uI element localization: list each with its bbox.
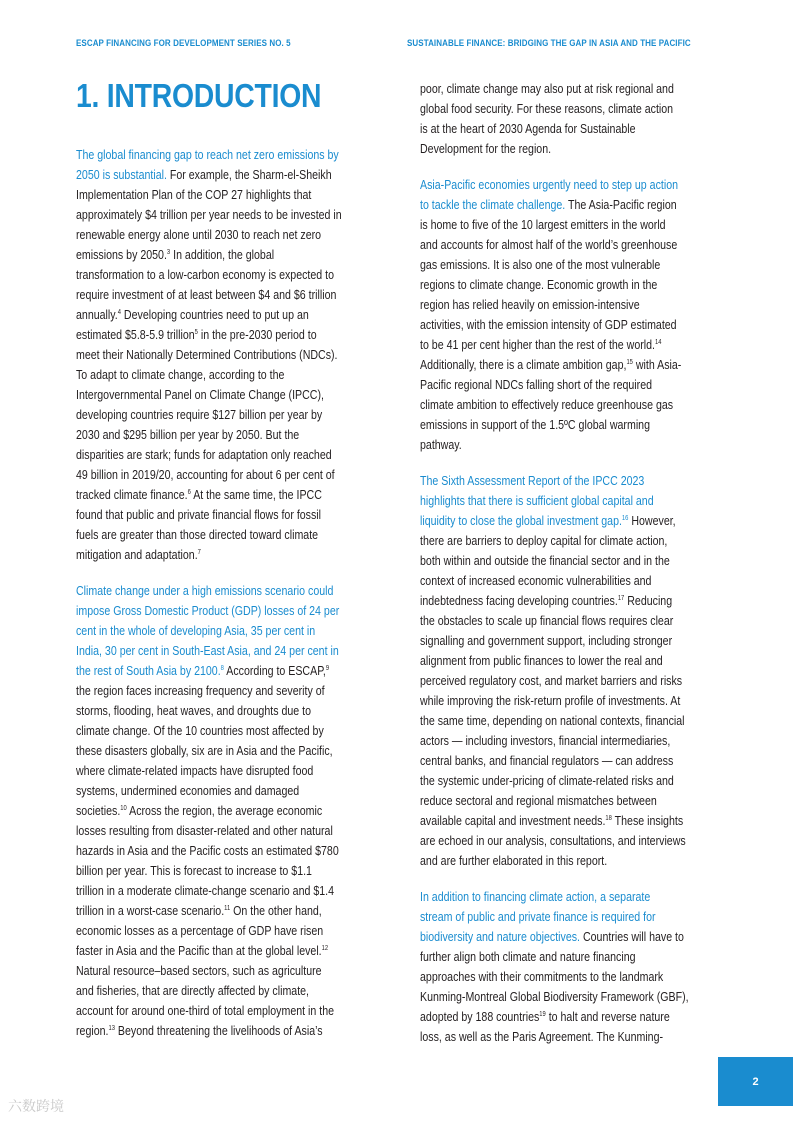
- footnote-ref: 13: [108, 1025, 115, 1032]
- text-line: [76, 961, 342, 981]
- body-text: Development for the region.: [420, 141, 552, 156]
- text-line: [420, 751, 689, 771]
- highlighted-lead-text: stream of public and private finance is required for: [420, 909, 656, 924]
- body-text: with Asia-: [632, 357, 682, 372]
- body-text: economic losses as a percentage of GDP have risen: [76, 923, 324, 938]
- body-text: However,: [628, 513, 676, 528]
- paragraph-gap: [76, 565, 396, 581]
- text-line: [76, 901, 342, 921]
- highlighted-lead-text: In addition to financing climate action, a separate: [420, 889, 651, 904]
- text-line: [420, 551, 689, 571]
- text-line: [420, 491, 689, 511]
- text-line: [420, 119, 689, 139]
- text-line: [76, 761, 342, 781]
- body-text: approaches with their commitments to the landmark: [420, 969, 664, 984]
- text-line: [420, 671, 689, 691]
- body-text: societies.: [76, 803, 121, 818]
- body-text: reduce sectoral and regional mismatches between: [420, 793, 657, 808]
- text-line: [76, 485, 342, 505]
- text-line: [420, 907, 689, 927]
- body-text: pathway.: [420, 437, 462, 452]
- highlighted-lead-text: The Sixth Assessment Report of the IPCC 2023: [420, 473, 645, 488]
- text-line: [76, 505, 342, 525]
- text-line: [420, 691, 689, 711]
- running-header-series: ESCAP FINANCING FOR DEVELOPMENT SERIES NO. 5: [76, 38, 291, 48]
- page-number-box: [718, 1057, 793, 1106]
- body-text: According to ESCAP,: [223, 663, 326, 678]
- body-text: poor, climate change may also put at risk regional and: [420, 81, 674, 96]
- footnote-ref: 4: [117, 309, 121, 316]
- text-line: [420, 967, 689, 987]
- body-text: mitigation and adaptation.: [76, 547, 198, 562]
- text-line: [76, 621, 342, 641]
- body-text: At the same time, the IPCC: [190, 487, 322, 502]
- highlighted-lead-text: cent in the whole of developing Asia, 35 per cent in: [76, 623, 316, 638]
- body-text: Additionally, there is a climate ambition gap,: [420, 357, 627, 372]
- text-line: [420, 235, 689, 255]
- page-number: 2: [752, 1075, 759, 1088]
- text-line: [420, 887, 689, 907]
- body-text: global food security. For these reasons, climate action: [420, 101, 674, 116]
- text-line: [420, 571, 689, 591]
- body-text: the obstacles to scale up financial flows requires clear: [420, 613, 674, 628]
- right-column: [420, 79, 744, 1047]
- footnote-ref: 12: [321, 945, 329, 952]
- body-text: the systemic under-pricing of climate-related risks and: [420, 773, 674, 788]
- body-text: renewable energy alone until 2030 to reach net zero: [76, 227, 322, 242]
- body-text: fuels are greater than those directed toward climate: [76, 527, 319, 542]
- footnote-ref: 6: [187, 489, 191, 496]
- text-line: [76, 861, 342, 881]
- body-text: Intergovernmental Panel on Climate Change (IPCC),: [76, 387, 324, 402]
- text-line: [76, 661, 342, 681]
- body-text: Developing countries need to put up an: [120, 307, 309, 322]
- body-text: Across the region, the average economic: [126, 803, 323, 818]
- body-text: climate ambition to effectively reduce greenhouse gas: [420, 397, 674, 412]
- text-line: [420, 255, 689, 275]
- body-text: to halt and reverse nature: [545, 1009, 670, 1024]
- highlighted-lead-text: Asia-Pacific economies urgently need to step up action: [420, 177, 679, 192]
- body-text: trillion in a worst-case scenario.: [76, 903, 225, 918]
- text-line: [420, 1027, 689, 1047]
- body-text: account for around one-third of total employment in the: [76, 1003, 335, 1018]
- highlighted-lead-text: impose Gross Domestic Product (GDP) losses of 24 per: [76, 603, 340, 618]
- body-text: 49 billion in 2019/20, accounting for about 6 per cent of: [76, 467, 335, 482]
- text-line: [76, 145, 342, 165]
- body-text: is at the heart of 2030 Agenda for Sustainable: [420, 121, 636, 136]
- footnote-ref: 18: [605, 815, 612, 822]
- footnote-ref: 11: [224, 905, 231, 912]
- text-line: [76, 721, 342, 741]
- footnote-ref: 9: [325, 665, 330, 672]
- text-line: [420, 195, 689, 215]
- body-text: these disasters globally, six are in Asia and the Pacific,: [76, 743, 333, 758]
- text-line: [420, 511, 689, 531]
- text-line: [76, 365, 342, 385]
- text-line: [420, 471, 689, 491]
- text-line: [76, 681, 342, 701]
- text-line: [420, 651, 689, 671]
- text-line: [76, 581, 342, 601]
- text-line: [420, 927, 689, 947]
- body-text: meet their Nationally Determined Contributions (NDCs).: [76, 347, 338, 362]
- body-text: the same time, depending on national contexts, financial: [420, 713, 685, 728]
- body-text: found that public and private financial flows for fossil: [76, 507, 322, 522]
- text-line: [420, 79, 689, 99]
- text-line: [420, 435, 689, 455]
- text-line: [76, 641, 342, 661]
- body-text: emissions in support of the 1.5ºC global warming: [420, 417, 651, 432]
- text-line: [420, 335, 689, 355]
- body-text: On the other hand,: [230, 903, 322, 918]
- footnote-ref: 17: [617, 595, 625, 602]
- body-text: perceived regulatory cost, and market barriers and risks: [420, 673, 683, 688]
- body-text: Natural resource–based sectors, such as agriculture: [76, 963, 322, 978]
- body-text: further align both climate and nature financing: [420, 949, 636, 964]
- watermark-text: 六数跨境: [8, 1098, 64, 1114]
- paragraph-gap: [420, 159, 744, 175]
- body-text: and accounts for almost half of the world’s greenhouse: [420, 237, 678, 252]
- body-text: signalling and government support, including stronger: [420, 633, 673, 648]
- body-text: the region faces increasing frequency and severity of: [76, 683, 325, 698]
- body-text: Reducing: [624, 593, 673, 608]
- body-text: These insights: [611, 813, 684, 828]
- text-line: [420, 99, 689, 119]
- text-line: [420, 947, 689, 967]
- highlighted-lead-text: biodiversity and nature objectives.: [420, 929, 581, 944]
- body-text: region has relied heavily on emission-intensive: [420, 297, 640, 312]
- body-text: climate change. Of the 10 countries most affected by: [76, 723, 324, 738]
- body-text: both within and outside the financial sector and in the: [420, 553, 670, 568]
- text-line: [420, 139, 689, 159]
- text-line: [76, 265, 342, 285]
- text-line: [420, 215, 689, 235]
- body-text: central banks, and financial regulators — can address: [420, 753, 674, 768]
- text-line: [76, 445, 342, 465]
- text-line: [420, 395, 689, 415]
- highlighted-lead-text: Climate change under a high emissions scenario could: [76, 583, 334, 598]
- text-line: [76, 405, 342, 425]
- body-text: tracked climate finance.: [76, 487, 188, 502]
- text-line: [420, 375, 689, 395]
- text-line: [76, 881, 342, 901]
- body-text: require investment of at least between $4 and $6 trillion: [76, 287, 337, 302]
- footnote-ref: 7: [197, 549, 201, 556]
- text-line: [76, 781, 342, 801]
- running-header-report-title: SUSTAINABLE FINANCE: BRIDGING THE GAP IN ASIA AND THE PACIFIC: [407, 38, 691, 48]
- text-line: [76, 345, 342, 365]
- footnote-ref: 8: [220, 665, 224, 672]
- text-line: [420, 771, 689, 791]
- body-text: storms, flooding, heat waves, and droughts due to: [76, 703, 311, 718]
- text-line: [76, 941, 342, 961]
- body-text: transformation to a low-carbon economy is expected to: [76, 267, 335, 282]
- watermark-logo: [8, 1096, 64, 1116]
- body-text: activities, with the emission intensity of GDP estimated: [420, 317, 677, 332]
- body-text: Kunming-Montreal Global Biodiversity Framework (GBF),: [420, 989, 689, 1004]
- body-text: The Asia-Pacific region: [565, 197, 677, 212]
- text-line: [76, 245, 342, 265]
- body-text: regions to climate change. Economic growth in the: [420, 277, 658, 292]
- text-line: [420, 711, 689, 731]
- highlighted-lead-text: India, 30 per cent in South-East Asia, and 24 per cent in: [76, 643, 339, 658]
- body-text: trillion in a moderate climate-change scenario and $1.4: [76, 883, 335, 898]
- body-text: 2030 and $295 billion per year by 2050. But the: [76, 427, 300, 442]
- text-line: [76, 325, 342, 345]
- footnote-ref: 15: [626, 359, 633, 366]
- text-line: [76, 305, 342, 325]
- text-line: [420, 831, 689, 851]
- footnote-ref: 3: [166, 249, 171, 256]
- text-line: [420, 591, 689, 611]
- footnote-ref: 5: [194, 329, 198, 336]
- text-line: [420, 531, 689, 551]
- paragraph-gap: [420, 455, 744, 471]
- text-line: [420, 295, 689, 315]
- text-line: [420, 175, 689, 195]
- body-text: faster in Asia and the Pacific than at the global level.: [76, 943, 322, 958]
- body-text: To adapt to climate change, according to the: [76, 367, 285, 382]
- body-text: in the pre-2030 period to: [197, 327, 317, 342]
- body-text: annually.: [76, 307, 118, 322]
- text-line: [420, 315, 689, 335]
- body-text: estimated $5.8-5.9 trillion: [76, 327, 195, 342]
- paragraph-gap: [420, 871, 744, 887]
- left-column: [76, 145, 396, 1041]
- text-line: [420, 1007, 689, 1027]
- body-text: indebtedness facing developing countries.: [420, 593, 618, 608]
- body-text: to be 41 per cent higher than the rest of the world.: [420, 337, 656, 352]
- text-line: [76, 165, 342, 185]
- text-line: [420, 631, 689, 651]
- body-text: hazards in Asia and the Pacific costs an estimated $780: [76, 843, 339, 858]
- body-text: Countries will have to: [580, 929, 684, 944]
- body-text: are echoed in our analysis, consultations, and interviews: [420, 833, 686, 848]
- text-line: [420, 811, 689, 831]
- body-text: Implementation Plan of the COP 27 highlights that: [76, 187, 312, 202]
- body-text: region.: [76, 1023, 109, 1038]
- body-text: and are further elaborated in this report.: [420, 853, 608, 868]
- body-text: disparities are stark; funds for adaptation only reached: [76, 447, 332, 462]
- text-line: [76, 525, 342, 545]
- body-text: alignment from public finances to lower the real and: [420, 653, 663, 668]
- body-text: available capital and investment needs.: [420, 813, 606, 828]
- page-title: 1. INTRODUCTION: [76, 77, 322, 114]
- body-text: there are barriers to deploy capital for climate action,: [420, 533, 668, 548]
- text-line: [76, 285, 342, 305]
- highlighted-lead-text: to tackle the climate challenge.: [420, 197, 566, 212]
- text-line: [76, 225, 342, 245]
- text-line: [420, 611, 689, 631]
- text-line: [420, 851, 689, 871]
- text-line: [76, 841, 342, 861]
- text-line: [76, 741, 342, 761]
- body-text: actors — including investors, financial intermediaries,: [420, 733, 671, 748]
- text-line: [76, 701, 342, 721]
- text-line: [76, 385, 342, 405]
- body-text: Beyond threatening the livelihoods of Asia’s: [114, 1023, 323, 1038]
- text-line: [76, 821, 342, 841]
- text-line: [76, 801, 342, 821]
- body-text: billion per year. This is forecast to increase to $1.1: [76, 863, 312, 878]
- footnote-ref: 14: [655, 339, 662, 346]
- text-line: [76, 425, 342, 445]
- text-line: [76, 981, 342, 1001]
- highlighted-lead-text: The global financing gap to reach net zero emissions by: [76, 147, 339, 162]
- body-text: loss, as well as the Paris Agreement. The Kunming-: [420, 1029, 664, 1044]
- body-text: while improving the risk-return profile of investments. At: [420, 693, 681, 708]
- footnote-ref: 16: [621, 515, 629, 522]
- text-line: [76, 545, 342, 565]
- body-text: losses resulting from disaster-related and other natural: [76, 823, 333, 838]
- text-line: [420, 987, 689, 1007]
- text-line: [420, 415, 689, 435]
- body-text: where climate-related impacts have disrupted food: [76, 763, 314, 778]
- text-line: [420, 731, 689, 751]
- text-line: [420, 275, 689, 295]
- body-text: In addition, the global: [170, 247, 275, 262]
- body-text: gas emissions. It is also one of the most vulnerable: [420, 257, 661, 272]
- text-line: [76, 1001, 342, 1021]
- text-line: [420, 791, 689, 811]
- text-line: [76, 465, 342, 485]
- body-text: is home to five of the 10 largest emitters in the world: [420, 217, 666, 232]
- body-text: Pacific regional NDCs falling short of the required: [420, 377, 653, 392]
- footnote-ref: 10: [120, 805, 127, 812]
- body-text: adopted by 188 countries: [420, 1009, 540, 1024]
- text-line: [420, 355, 689, 375]
- highlighted-lead-text: the rest of South Asia by 2100.: [76, 663, 221, 678]
- highlighted-lead-text: 2050 is substantial.: [76, 167, 167, 182]
- text-line: [76, 601, 342, 621]
- text-line: [76, 185, 342, 205]
- footnote-ref: 19: [539, 1011, 546, 1018]
- body-text: developing countries require $127 billion per year by: [76, 407, 323, 422]
- body-text: context of increased economic vulnerabilities and: [420, 573, 652, 588]
- body-text: and fisheries, that are directly affected by climate,: [76, 983, 310, 998]
- body-text: systems, undermined economies and damaged: [76, 783, 300, 798]
- text-line: [76, 1021, 342, 1041]
- body-text: approximately $4 trillion per year needs to be invested in: [76, 207, 342, 222]
- text-line: [76, 205, 342, 225]
- highlighted-lead-text: liquidity to close the global investment gap.: [420, 513, 622, 528]
- text-line: [76, 921, 342, 941]
- highlighted-lead-text: highlights that there is sufficient global capital and: [420, 493, 654, 508]
- body-text: emissions by 2050.: [76, 247, 167, 262]
- body-text: For example, the Sharm-el-Sheikh: [166, 167, 332, 182]
